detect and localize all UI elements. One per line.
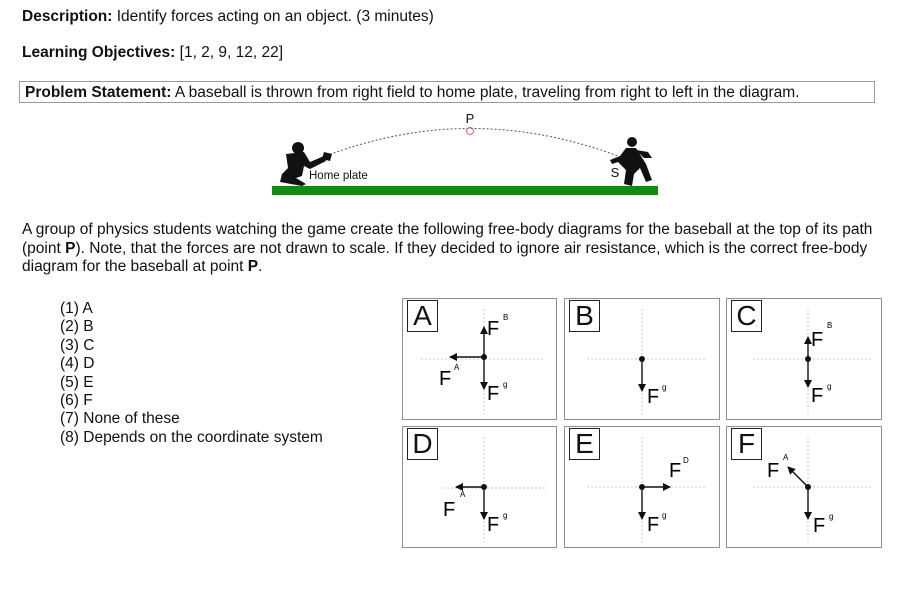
question-text-b: ). Note, that the forces are not drawn to scale. If they decided to ignore air resistance, which is the correct free-body diagram for the baseball at point [22, 239, 868, 276]
force-g-symbol: F [487, 514, 500, 536]
force-d-symbol: F [669, 460, 682, 482]
diagram-e[interactable] [564, 426, 720, 548]
force-a-symbol: F [439, 368, 452, 390]
force-b-symbol: F [811, 329, 824, 351]
force-b-subscript: B [503, 313, 509, 322]
option-2[interactable]: (2) B [60, 318, 94, 336]
description-label: Description: [22, 8, 113, 25]
problem-statement-box [19, 81, 875, 103]
objectives-line [22, 44, 283, 62]
diagram-f-letter: F [731, 428, 762, 460]
point-p-label: P [465, 111, 475, 126]
home-plate-label: Home plate [309, 170, 368, 182]
diagram-e-letter: E [569, 428, 600, 460]
force-b-symbol: F [487, 318, 500, 340]
force-b-subscript: B [827, 321, 833, 330]
force-g-symbol: F [811, 385, 824, 407]
point-p-ref-2: P [247, 258, 259, 276]
diagram-c[interactable] [726, 298, 882, 420]
force-g-symbol: F [813, 515, 826, 537]
baseball-scene [260, 106, 680, 202]
force-a-subscript: A [460, 490, 466, 499]
option-6[interactable]: (6) F [60, 392, 93, 410]
force-g-subscript: g [662, 383, 667, 392]
diagram-c-letter: C [731, 300, 762, 332]
diagram-d-letter: D [407, 428, 438, 460]
problem-text: A baseball is thrown from right field to home plate, traveling from right to left in the diagram. [174, 84, 800, 101]
question-paragraph [22, 221, 906, 277]
description-line [22, 8, 434, 26]
diagram-f[interactable] [726, 426, 882, 548]
option-1[interactable]: (1) A [60, 300, 93, 317]
force-g-symbol: F [647, 386, 660, 408]
force-d-subscript: D [683, 456, 689, 465]
problem-label: Problem Statement: [25, 84, 172, 101]
option-8[interactable]: (8) Depends on the coordinate system [60, 428, 323, 446]
option-3[interactable]: (3) C [60, 336, 95, 354]
scene-drawing [260, 106, 680, 202]
diagram-b-letter: B [569, 300, 600, 332]
option-4[interactable]: (4) D [60, 355, 95, 373]
force-g-subscript: g [827, 382, 832, 391]
force-g-symbol: F [487, 383, 500, 405]
question-text-a: A group of physics students watching the game create the following free-body diagrams for the baseball at the top of its path (point [22, 221, 873, 257]
ball-icon [467, 128, 474, 135]
option-7[interactable]: (7) None of these [60, 410, 180, 428]
diagram-d[interactable] [402, 426, 557, 548]
ball-trajectory [326, 129, 618, 157]
diagram-a-letter: A [407, 300, 438, 332]
diagram-a[interactable] [402, 298, 557, 420]
force-g-subscript: g [503, 511, 508, 520]
force-g-subscript: g [829, 512, 834, 521]
answer-options [60, 300, 323, 447]
force-a-subscript: A [454, 363, 460, 372]
diagram-b[interactable] [564, 298, 720, 420]
objectives-label: Learning Objectives: [22, 44, 176, 61]
objectives-text: [1, 2, 9, 12, 22] [179, 44, 284, 61]
question-text-c: . [258, 258, 263, 276]
option-5[interactable]: (5) E [60, 373, 94, 391]
force-g-subscript: g [503, 380, 508, 389]
force-g-subscript: g [662, 511, 667, 520]
description-text: Identify forces acting on an object. (3 minutes) [116, 8, 434, 25]
point-p-ref-1: P [65, 239, 76, 257]
force-a-symbol: F [767, 460, 780, 482]
grass-strip [272, 186, 658, 195]
force-a-subscript: A [783, 453, 789, 462]
point-s-label: S [610, 165, 620, 180]
force-a-symbol: F [443, 499, 456, 521]
problem-statement [25, 84, 799, 102]
force-g-symbol: F [647, 514, 660, 536]
